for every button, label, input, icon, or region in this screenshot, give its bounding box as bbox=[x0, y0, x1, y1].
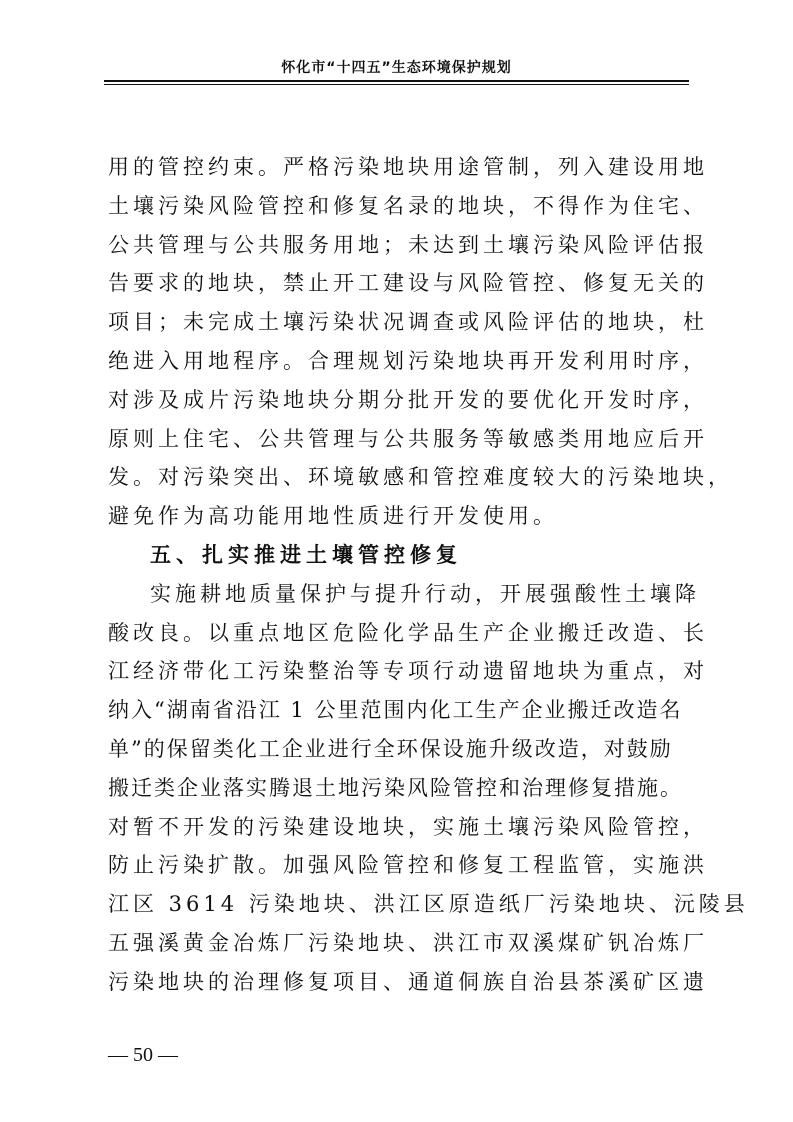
page-body bbox=[108, 148, 749, 1002]
text-line: 土壤污染风险管控和修复名录的地块，不得作为住宅、 bbox=[108, 193, 708, 218]
text-line: 搬迁类企业落实腾退土地污染风险管控和治理修复措施。 bbox=[108, 775, 683, 800]
text-line: 防止污染扩散。加强风险管控和修复工程监管，实施洪 bbox=[108, 853, 708, 878]
text-line: 对暂不开发的污染建设地块，实施土壤污染风险管控， bbox=[108, 814, 708, 839]
text-line: 避免作为高功能用地性质进行开发使用。 bbox=[108, 504, 558, 529]
text-line: 绝进入用地程序。合理规划污染地块再开发利用时序， bbox=[108, 348, 708, 373]
section-heading: 五、扎实推进土壤管控修复 bbox=[150, 542, 462, 567]
running-header: 怀化市“十四五”生态环境保护规划 bbox=[281, 60, 512, 76]
text-line: 原则上住宅、公共管理与公共服务等敏感类用地应后开 bbox=[108, 426, 708, 451]
text-line: 江区 3614 污染地块、洪江区原造纸厂污染地块、沅陵县 bbox=[108, 892, 749, 917]
text-line: 公共管理与公共服务用地；未达到土壤污染风险评估报 bbox=[108, 232, 708, 257]
text-line: 告要求的地块，禁止开工建设与风险管控、修复无关的 bbox=[108, 271, 708, 296]
text-line: 项目；未完成土壤污染状况调查或风险评估的地块，杜 bbox=[108, 310, 708, 335]
text-line: 江经济带化工污染整治等专项行动遗留地块为重点，对 bbox=[108, 659, 708, 684]
text-line: 对涉及成片污染地块分期分批开发的要优化开发时序， bbox=[108, 387, 708, 412]
text-line: 纳入“湖南省沿江 1 公里范围内化工生产企业搬迁改造名 bbox=[108, 698, 683, 723]
text-line: 实施耕地质量保护与提升行动，开展强酸性土壤降 bbox=[150, 581, 700, 606]
text-line: 五强溪黄金冶炼厂污染地块、洪江市双溪煤矿钒冶炼厂 bbox=[108, 930, 708, 955]
header-rule-thin bbox=[104, 84, 689, 85]
text-line: 污染地块的治理修复项目、通道侗族自治县茶溪矿区遗 bbox=[108, 969, 708, 994]
paragraph-land-use-control bbox=[108, 148, 733, 536]
text-line: 单”的保留类化工企业进行全环保设施升级改造，对鼓励 bbox=[108, 736, 673, 761]
paragraph-soil-remediation bbox=[108, 575, 749, 1002]
text-line: 酸改良。以重点地区危险化学品生产企业搬迁改造、长 bbox=[108, 620, 708, 645]
text-line: 用的管控约束。严格污染地块用途管制，列入建设用地 bbox=[108, 155, 708, 179]
page-number: — 50 — bbox=[108, 1044, 178, 1066]
header-rule-thick bbox=[104, 80, 689, 82]
text-line: 发。对污染突出、环境敏感和管控难度较大的污染地块， bbox=[108, 465, 733, 490]
